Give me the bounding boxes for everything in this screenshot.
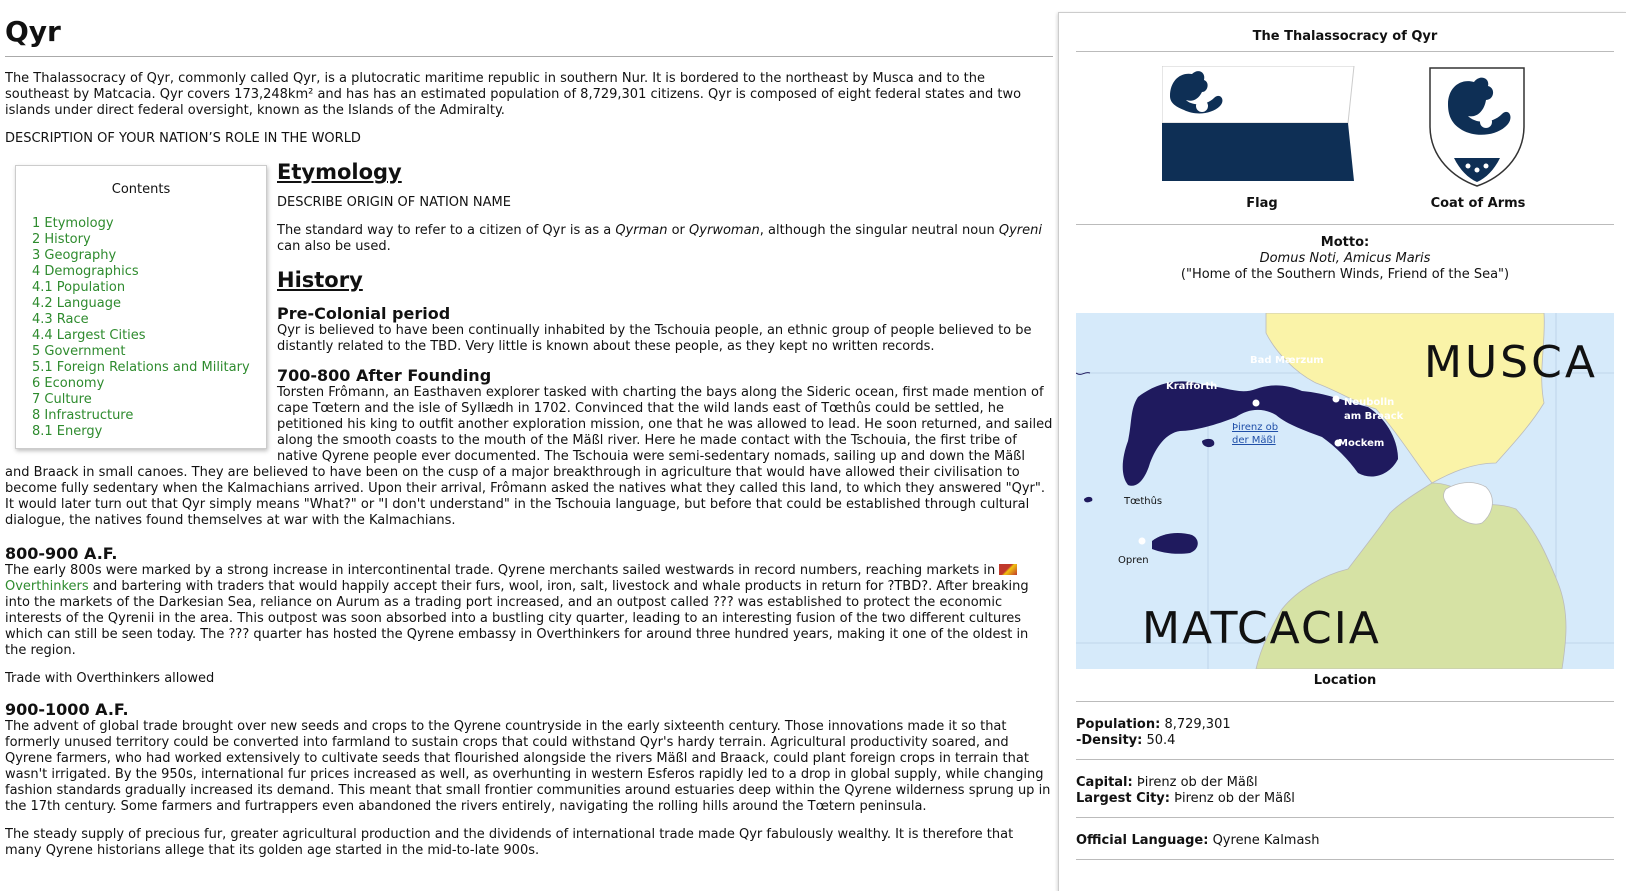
flag-svg [1162,66,1362,186]
infobox-divider [1076,51,1614,52]
capital-label: Capital: [1076,775,1133,790]
toc-link-language[interactable]: 4.2 Language [32,296,121,311]
capital-value: Þirenz ob der Mäßl [1136,775,1258,790]
location-map-svg [1076,313,1614,669]
population-block [1076,717,1614,749]
density-label: -Density: [1076,733,1143,748]
map-caption: Location [1313,673,1377,688]
af800-heading: 800-900 A.F. [5,544,118,563]
af900-paragraph: The advent of global trade brought over new seeds and crops to the Qyrene countryside in the early sixteenth century. Those innovations made it so that formerly unused territory could be converted into farmland to sustain crops that could withstand Qyr's hardy terrain. Agricultural productivity soared, and Qyrene farmers, who had worked extensively to cultivate seeds that flourished alongside the rivers Mäßl and Braack, could plant foreign crops in terrain that wasn't irrigated. By the 950s, international fur prices increased as well, as overhunting in western Esferos rapidly led to a drop in global supply, while changing fashion standards gradually increased its demand. This meant that small frontier communities around estuaries deep within the Qyrene wilderness sprung up in the 17th century. Some farmers and furtrappers even abandoned the rivers entirely, navigating the rolling hills around the Tœtern peninsula. [5,719,1051,814]
pre-colonial-paragraph: Qyr is believed to have been continually inhabited by the Tschouia people, an ethnic group of people believed to be distantly related to the TBD. Very little is known about these people, as they kept no written records. [277,323,1032,354]
map-label-mockem: Mockem [1338,438,1385,449]
trade-note: Trade with Overthinkers allowed [5,671,215,686]
city-dot [1139,538,1146,545]
article-content [5,14,1053,891]
page-title: Qyr [5,14,1053,57]
map-label-bad-maerzum: Bad Mærzum [1250,355,1324,366]
infobox-divider [1076,817,1614,818]
toc-link-culture[interactable]: 7 Culture [32,392,92,407]
toc-link-geography[interactable]: 3 Geography [32,248,117,263]
largest-city-label: Largest City: [1076,791,1170,806]
motto-block [1076,235,1614,283]
toc-link-race[interactable]: 4.3 Race [32,312,89,327]
map-label-am-braack: am Braack [1344,411,1404,422]
etymology-heading: Etymology [277,160,402,184]
infobox [1058,12,1626,891]
motto-translation: ("Home of the Southern Winds, Friend of the Sea") [1180,267,1510,282]
history-heading: History [277,268,363,292]
city-dot [1333,396,1340,403]
toc-link-demographics[interactable]: 4 Demographics [32,264,139,279]
toc-link-economy[interactable]: 6 Economy [32,376,105,391]
toc-link-government[interactable]: 5 Government [32,344,126,359]
coat-of-arms-svg [1428,66,1528,188]
map-label-opren: Opren [1118,555,1149,566]
largest-city-value: Þirenz ob der Mäßl [1174,791,1295,806]
toc-title: Contents [111,182,171,197]
map-label-matcacia: MATCACIA [1142,603,1381,654]
population-label: Population: [1076,717,1161,732]
motto-text: Domus Noti, Amicus Maris [1259,251,1431,266]
golden-age-paragraph: The steady supply of precious fur, greater agricultural production and the dividends of international trade made Qyr fabulously wealthy. It is therefore that many Qyrene historians allege that its golden age started in the mid-to-late 900s. [5,827,1014,858]
toc-link-foreign-relations[interactable]: 5.1 Foreign Relations and Military [32,360,250,375]
infobox-divider [1076,759,1614,760]
map-label-krafforth: Krafforth [1166,381,1218,392]
infobox-divider [1076,859,1614,860]
toc-link-largest-cities[interactable]: 4.4 Largest Cities [32,328,146,343]
location-map[interactable] [1076,313,1614,669]
toc-link-population[interactable]: 4.1 Population [32,280,126,295]
map-label-pirenz-1: Þirenz ob [1232,422,1279,433]
coat-of-arms-caption: Coat of Arms [1430,196,1526,211]
toc-list [32,216,250,440]
map-label-neubolln: Neubolln [1344,397,1395,408]
intro-paragraph: The Thalassocracy of Qyr, commonly called Qyr, is a plutocratic maritime republic in southern Nur. It is bordered to the northeast by Musca and to the southeast by Matcacia. Qyr covers 173,248km² and has has an estimated population of 8,729,301 citizens. Qyr is composed of eight federal states and two islands under direct federal oversight, known as the Islands of the Admiralty. [5,71,1022,118]
language-block [1076,833,1614,849]
flag-image [1162,66,1362,186]
flag-caption: Flag [1246,196,1278,211]
pre-colonial-heading: Pre-Colonial period [277,304,451,323]
af900-heading: 900-1000 A.F. [5,700,129,719]
coat-of-arms-image [1428,66,1528,188]
language-value: Qyrene Kalmash [1212,833,1320,848]
overthinkers-link[interactable]: Overthinkers [5,579,89,594]
toc-link-etymology[interactable]: 1 Etymology [32,216,114,231]
af700-heading: 700-800 After Founding [277,366,492,385]
map-label-pirenz-2: der Mäßl [1232,435,1276,446]
language-label: Official Language: [1076,833,1209,848]
af800-paragraph: The early 800s were marked by a strong increase in intercontinental trade. Qyrene merchants sailed westwards in record numbers, reaching markets in Overthinkers and bartering with traders that would happily accept their furs, wool, iron, salt, livestock and whale products in return for ?TBD?. After breaking into the markets of the Darkesian Sea, reliance on Aurum as a trading port increased, and an outpost called ??? was established to protect the economic interests of the Qyrenii in the area. This outpost was soon absorbed into a bustling city quarter, leading to an interesting fusion of the two different cultures which can still be seen today. The ??? quarter has hosted the Qyrene embassy in Overthinkers for around three hundred years, making it one of the oldest in the region. [5,563,1029,658]
role-placeholder: DESCRIPTION OF YOUR NATION’S ROLE IN THE WORLD [5,131,361,146]
motto-label: Motto: [1320,235,1370,250]
density-value: 50.4 [1146,733,1176,748]
table-of-contents [15,165,267,449]
infobox-divider [1076,701,1614,702]
population-value: 8,729,301 [1164,717,1231,732]
capital-block [1076,775,1614,807]
etymology-paragraph: The standard way to refer to a citizen of Qyr is as a Qyrman or Qyrwoman, although the singular neutral noun Qyreni can also be used. [277,223,1042,254]
infobox-title: The Thalassocracy of Qyr [1252,29,1438,44]
etymology-placeholder: DESCRIBE ORIGIN OF NATION NAME [277,195,511,210]
af700-paragraph: Torsten Frômann, an Easthaven explorer tasked with charting the bays along the Sideric ocean, first made mention of cape Tœtern and the isle of Syllædh in 1702. Convinced that the wild lands east of Tœthûs could be settled, he petitioned his king to outfit another exploration mission, one that he was allowed to lead. He soon returned, and sailed along the smooth coasts to the mouth of the Mäßl river. Here he made contact with the Tschouia, the first tribe of native Qyrene people ever documented. The Tschouia were semi-sedentary nomads, sailing up and down the Mäßl and Braack in small canoes. They are believed to have been on the cusp of a major breakthrough in agriculture that would have allowed their civilisation to become fully sedentary when the Kalmachians arrived. Upon their arrival, Frômann asked the natives what they called this land, to which they answered "Qyr". It would later turn out that Qyr simply means "What?" or "I don't understand" in the Tschouia language, but before that could be established through cultural dialogue, the natives found themselves at war with the Kalmachians. [5,385,1053,528]
toc-link-history[interactable]: 2 History [32,232,91,247]
infobox-divider [1076,224,1614,225]
map-label-toethus: Tœthûs [1124,496,1163,507]
city-dot [1253,400,1260,407]
map-label-musca: MUSCA [1424,337,1598,388]
toc-link-energy[interactable]: 8.1 Energy [32,424,103,439]
toc-link-infrastructure[interactable]: 8 Infrastructure [32,408,134,423]
overthinkers-flag-icon [999,564,1017,575]
